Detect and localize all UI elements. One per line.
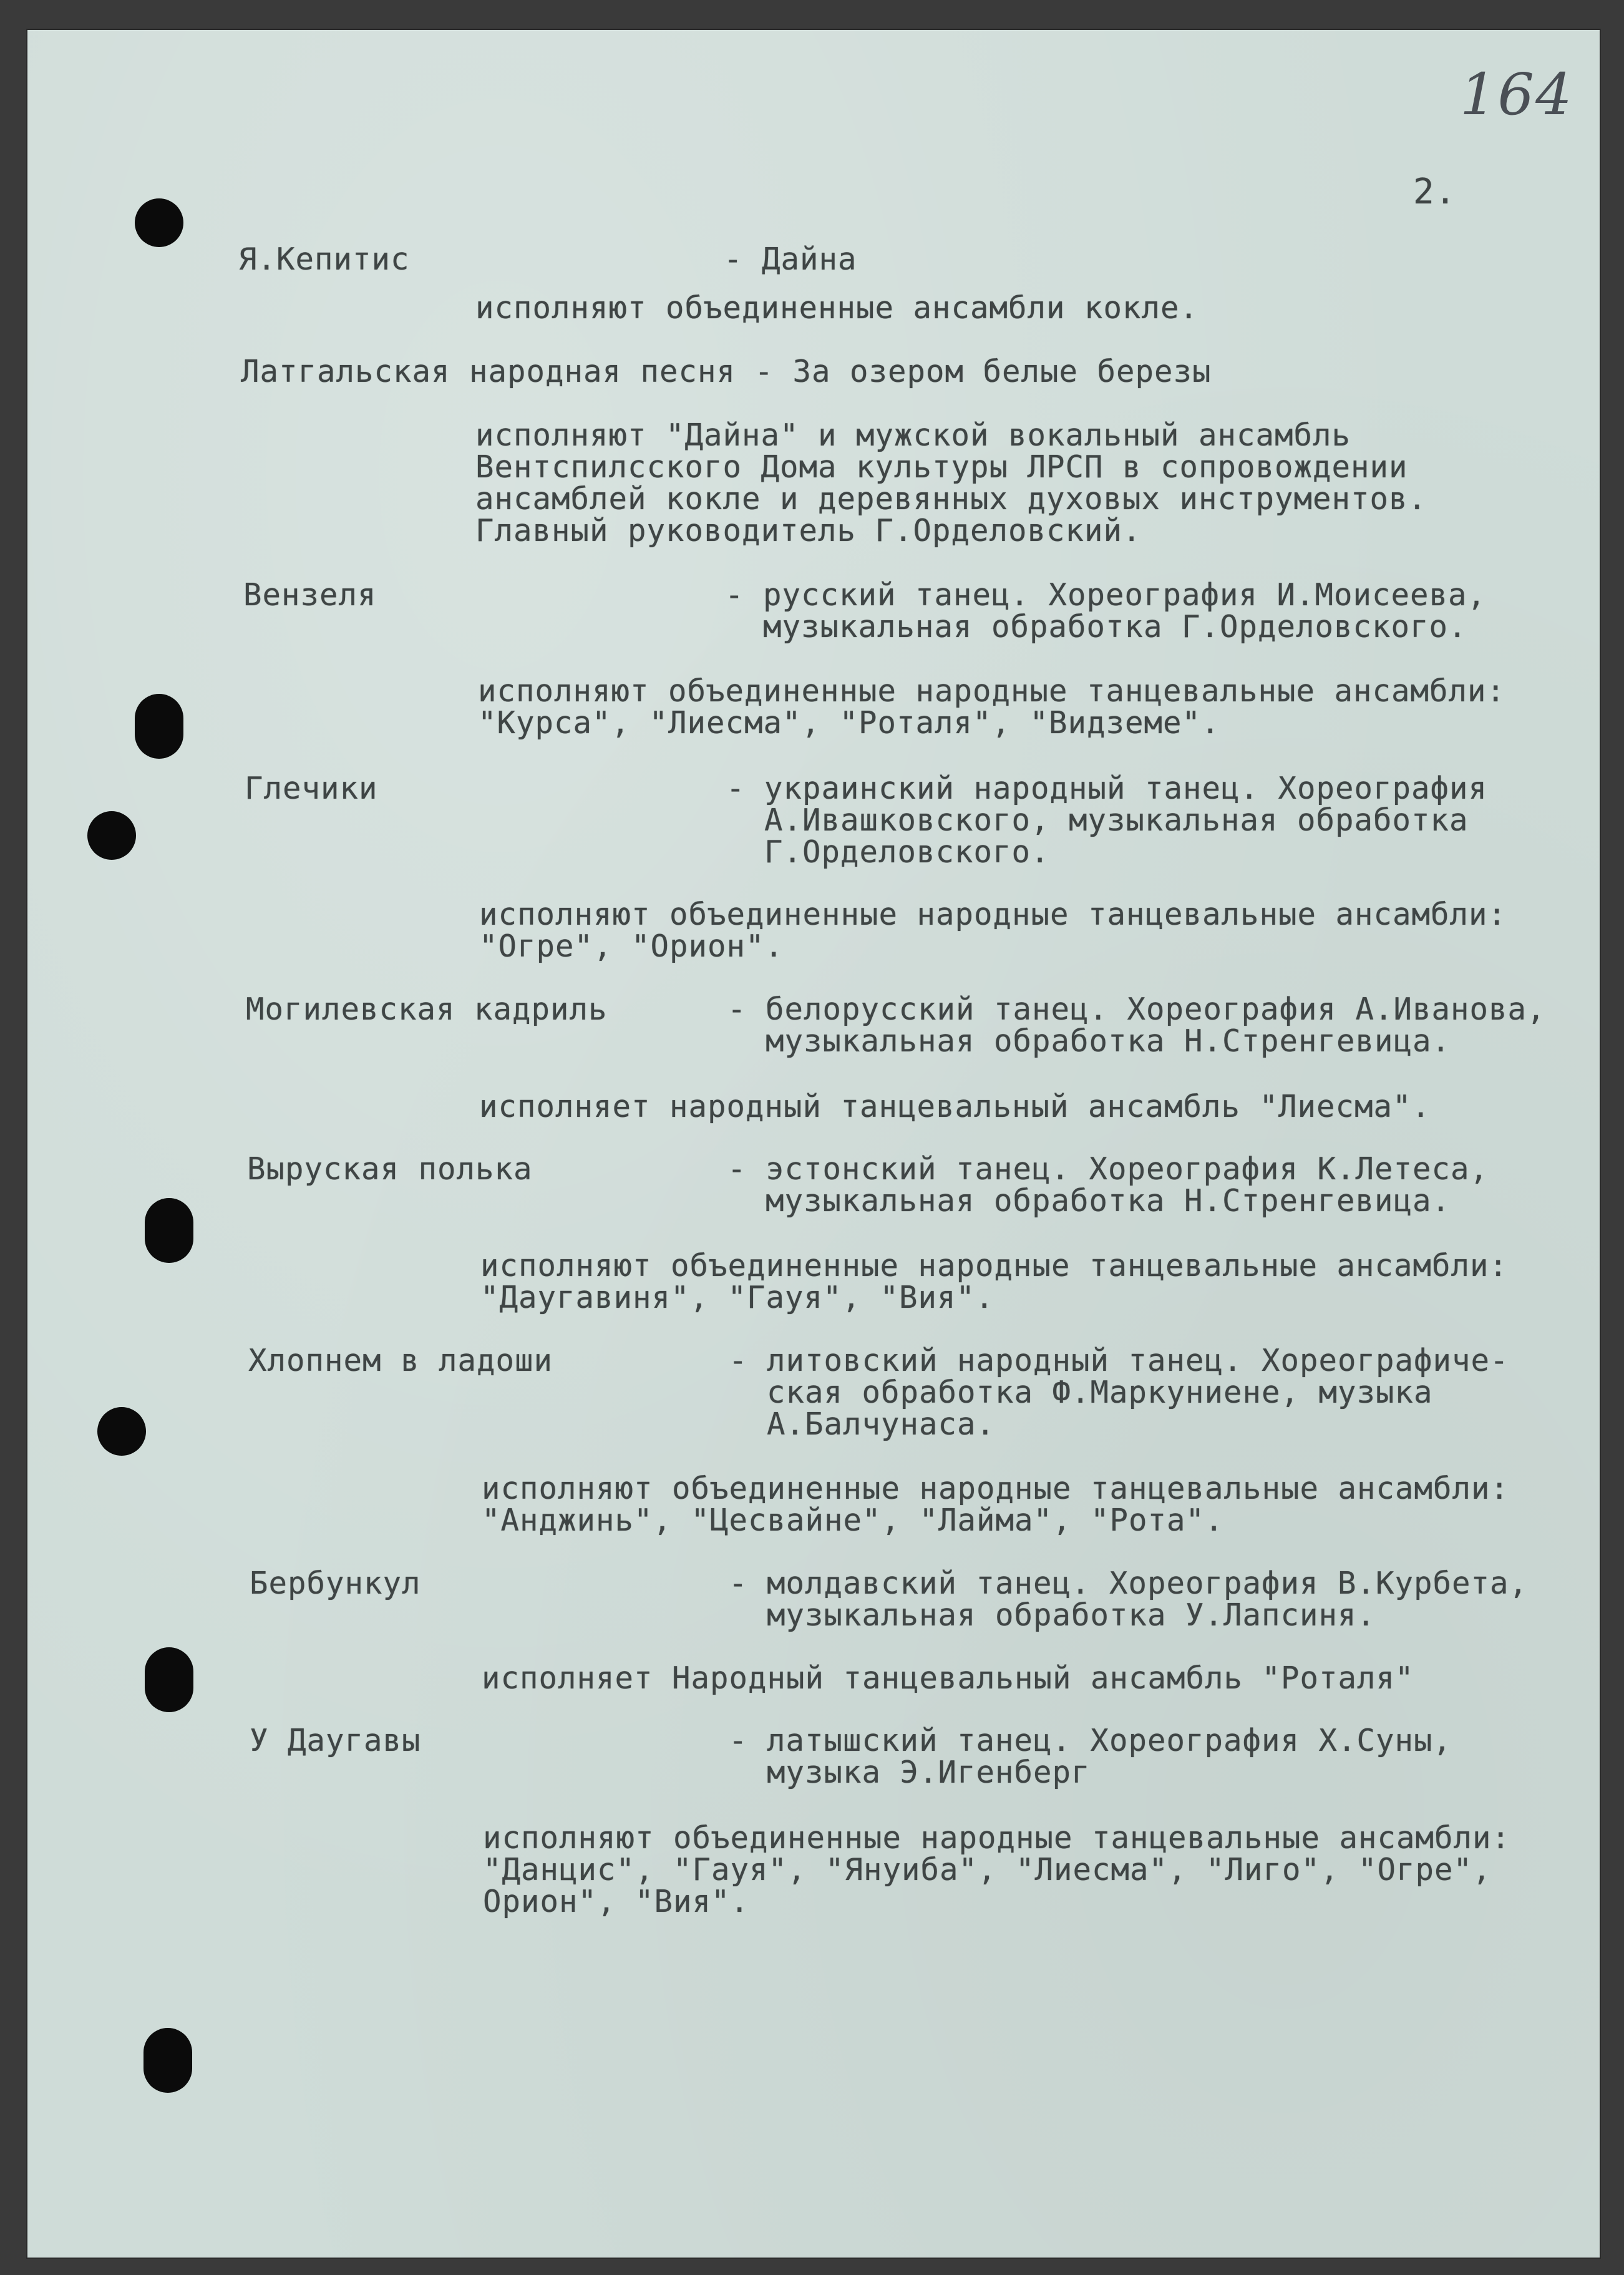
- item-title: Глечики: [245, 771, 378, 806]
- item-description-line: музыкальная обработка Н.Стренгевица.: [727, 1183, 1451, 1219]
- item-description-line: - белорусский танец. Хореография А.Иванова,: [727, 991, 1546, 1027]
- item-description-line: - литовский народный танец. Хореографиче-: [729, 1343, 1509, 1378]
- item-performers-line: Вентспилсского Дома культуры ЛРСП в сопровождении: [475, 449, 1408, 485]
- item-description-line: ская обработка Ф.Маркуниене, музыка: [729, 1375, 1433, 1410]
- item-performers-line: исполняет народный танцевальный ансамбль "Лиесма".: [479, 1089, 1431, 1124]
- item-title: У Даугавы: [250, 1723, 421, 1758]
- item-description-line: музыкальная обработка Г.Орделовского.: [725, 609, 1467, 645]
- item-performers-line: "Анджинь", "Цесвайне", "Лайма", "Рота".: [482, 1503, 1224, 1538]
- item-title: Могилевская кадриль: [246, 991, 608, 1027]
- punch-hole: [87, 811, 136, 860]
- item-description-line: - Дайна: [724, 241, 857, 277]
- item-performers-line: исполняют "Дайна" и мужской вокальный ансамбль: [475, 417, 1351, 453]
- item-description-line: Г.Орделовского.: [726, 834, 1050, 870]
- archive-number: 164: [1460, 61, 1573, 128]
- item-performers-line: исполняют объединенные народные танцевальные ансамбли:: [483, 1820, 1511, 1856]
- item-description-line: - молдавский танец. Хореография В.Курбета,: [729, 1566, 1529, 1601]
- item-description-line: музыкальная обработка Н.Стренгевица.: [727, 1023, 1451, 1059]
- item-performers-line: Главный руководитель Г.Орделовский.: [475, 513, 1142, 548]
- punch-hole: [143, 2028, 192, 2093]
- item-performers-line: "Данцис", "Гауя", "Януиба", "Лиесма", "Лиго", "Огре",: [483, 1852, 1492, 1888]
- item-performers-line: исполняет Народный танцевальный ансамбль "Роталя": [482, 1660, 1414, 1696]
- item-description-line: - латышский танец. Хореография Х.Суны,: [729, 1723, 1452, 1758]
- item-description-line: - русский танец. Хореография И.Моисеева,: [725, 577, 1487, 613]
- item-performers-line: "Даугавиня", "Гауя", "Вия".: [480, 1280, 994, 1315]
- item-performers-line: исполняют объединенные ансамбли кокле.: [475, 290, 1199, 326]
- item-performers-line: "Огре", "Орион".: [479, 928, 784, 964]
- item-description-line: музыка Э.Игенберг: [729, 1755, 1091, 1790]
- punch-hole: [97, 1407, 146, 1456]
- punch-hole: [135, 694, 183, 759]
- item-title: Я.Кепитис: [238, 241, 410, 277]
- item-description-line: - эстонский танец. Хореография К.Летеса,: [727, 1151, 1489, 1187]
- item-performers-line: Орион", "Вия".: [483, 1884, 750, 1919]
- punch-hole: [135, 198, 183, 247]
- item-performers-line: исполняют объединенные народные танцевальные ансамбли:: [480, 1248, 1509, 1284]
- item-title: Латгальская народная песня - За озером белые березы: [241, 354, 1212, 389]
- punch-hole: [145, 1198, 193, 1263]
- item-performers-line: исполняют объединенные народные танцевальные ансамбли:: [478, 673, 1506, 709]
- item-title: Вензеля: [243, 577, 377, 613]
- item-description-line: А.Ивашковского, музыкальная обработка: [726, 802, 1469, 838]
- page-number: 2.: [1413, 172, 1457, 212]
- item-description-line: А.Балчунаса.: [729, 1406, 996, 1442]
- item-description-line: - украинский народный танец. Хореография: [726, 771, 1488, 806]
- item-performers-line: "Курса", "Лиесма", "Роталя", "Видземе".: [478, 705, 1220, 741]
- item-performers-line: ансамблей кокле и деревянных духовых инструментов.: [475, 481, 1427, 517]
- item-performers-line: исполняют объединенные народные танцевальные ансамбли:: [482, 1471, 1510, 1506]
- item-title: Хлопнем в ладоши: [248, 1343, 553, 1378]
- item-title: Бербункул: [250, 1566, 421, 1601]
- item-title: Выруская полька: [247, 1151, 533, 1187]
- item-description-line: музыкальная обработка У.Лапсиня.: [729, 1597, 1376, 1633]
- punch-hole: [145, 1647, 193, 1712]
- item-performers-line: исполняют объединенные народные танцевальные ансамбли:: [479, 897, 1507, 932]
